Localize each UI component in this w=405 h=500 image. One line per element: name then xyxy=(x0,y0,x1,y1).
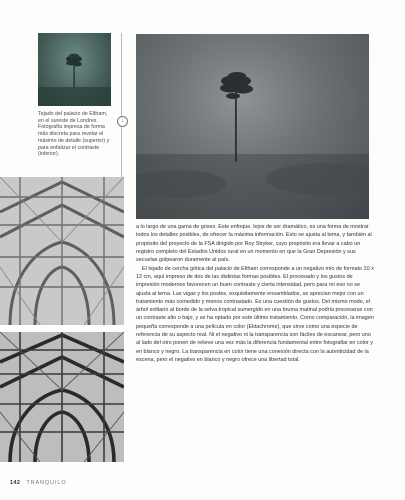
arrow-down-icon: ↓ xyxy=(117,116,128,127)
small-tree-photo xyxy=(38,33,111,106)
body-paragraph: a lo largo de una gama de grises. Este enfoque, lejos de ser dramático, es una forma de mostrar todos los detalles posibles, de ofrecer la máxima información. Esto se ajusta al tema, y también al propósito del proyecto de la FSA dirigido por Roy Stryker, cuyo propósito era llevar a cabo un registro completo del Estados Unidos rural en un momento en que la Gran Depresión y sus secuelas golpearon duramente al país. xyxy=(136,224,372,264)
photo-caption: Tejado del palacio de Eltham, en el sureste de Londres. Fotografía impresa de forma más discreta para revelar el máximo de detalle (superior) y para enfatizar el contraste (inferior). xyxy=(38,111,110,158)
page-number: 142 xyxy=(10,480,21,486)
body-text xyxy=(136,223,374,364)
large-tree-photo xyxy=(136,34,369,219)
section-title: TRANQUILO xyxy=(26,480,67,486)
body-paragraph: El tejado de cercha gótica del palacio de Eltham corresponde a un negativo mío de formato 10 x 12 cm, aquí impreso de dos de las distintas formas posibles. El procesado y los gustos de impresión modernos favorecen un buen contraste y cierta intensidad, pero para mí eso no se ajusta al tema. Las vigas y los postes, exquisitamente ensamblados, se aprecian mejor con un tratamiento más comedido y menos contrastado. Es una cuestión de gustos. Del mismo modo, el árbol solitario al borde de la selva tropical sumergido en una bruma matinal podría procesarse con un contraste alto o bajo, y se ha optado por este último tratamiento. Como comparación, la imagen pequeña corresponde a una película en color (Ektachrome), que sirve como una especie de referencia de su aspecto real. Ni el negativo ni la transparencia son fáciles de escanear, pero uno al lado del otro ponen de relieve una vez más la diferencia fundamental entre fotografiar en color y en blanco y negro. La transparencia en color tiene una conexión directa con la autenticidad de la escena, pero el negativo en blanco y negro ofrece una libertad total. xyxy=(136,265,374,363)
truss-roof-photo-high-contrast xyxy=(0,332,124,462)
page-footer xyxy=(10,480,67,486)
truss-roof-photo-low-contrast xyxy=(0,177,124,325)
